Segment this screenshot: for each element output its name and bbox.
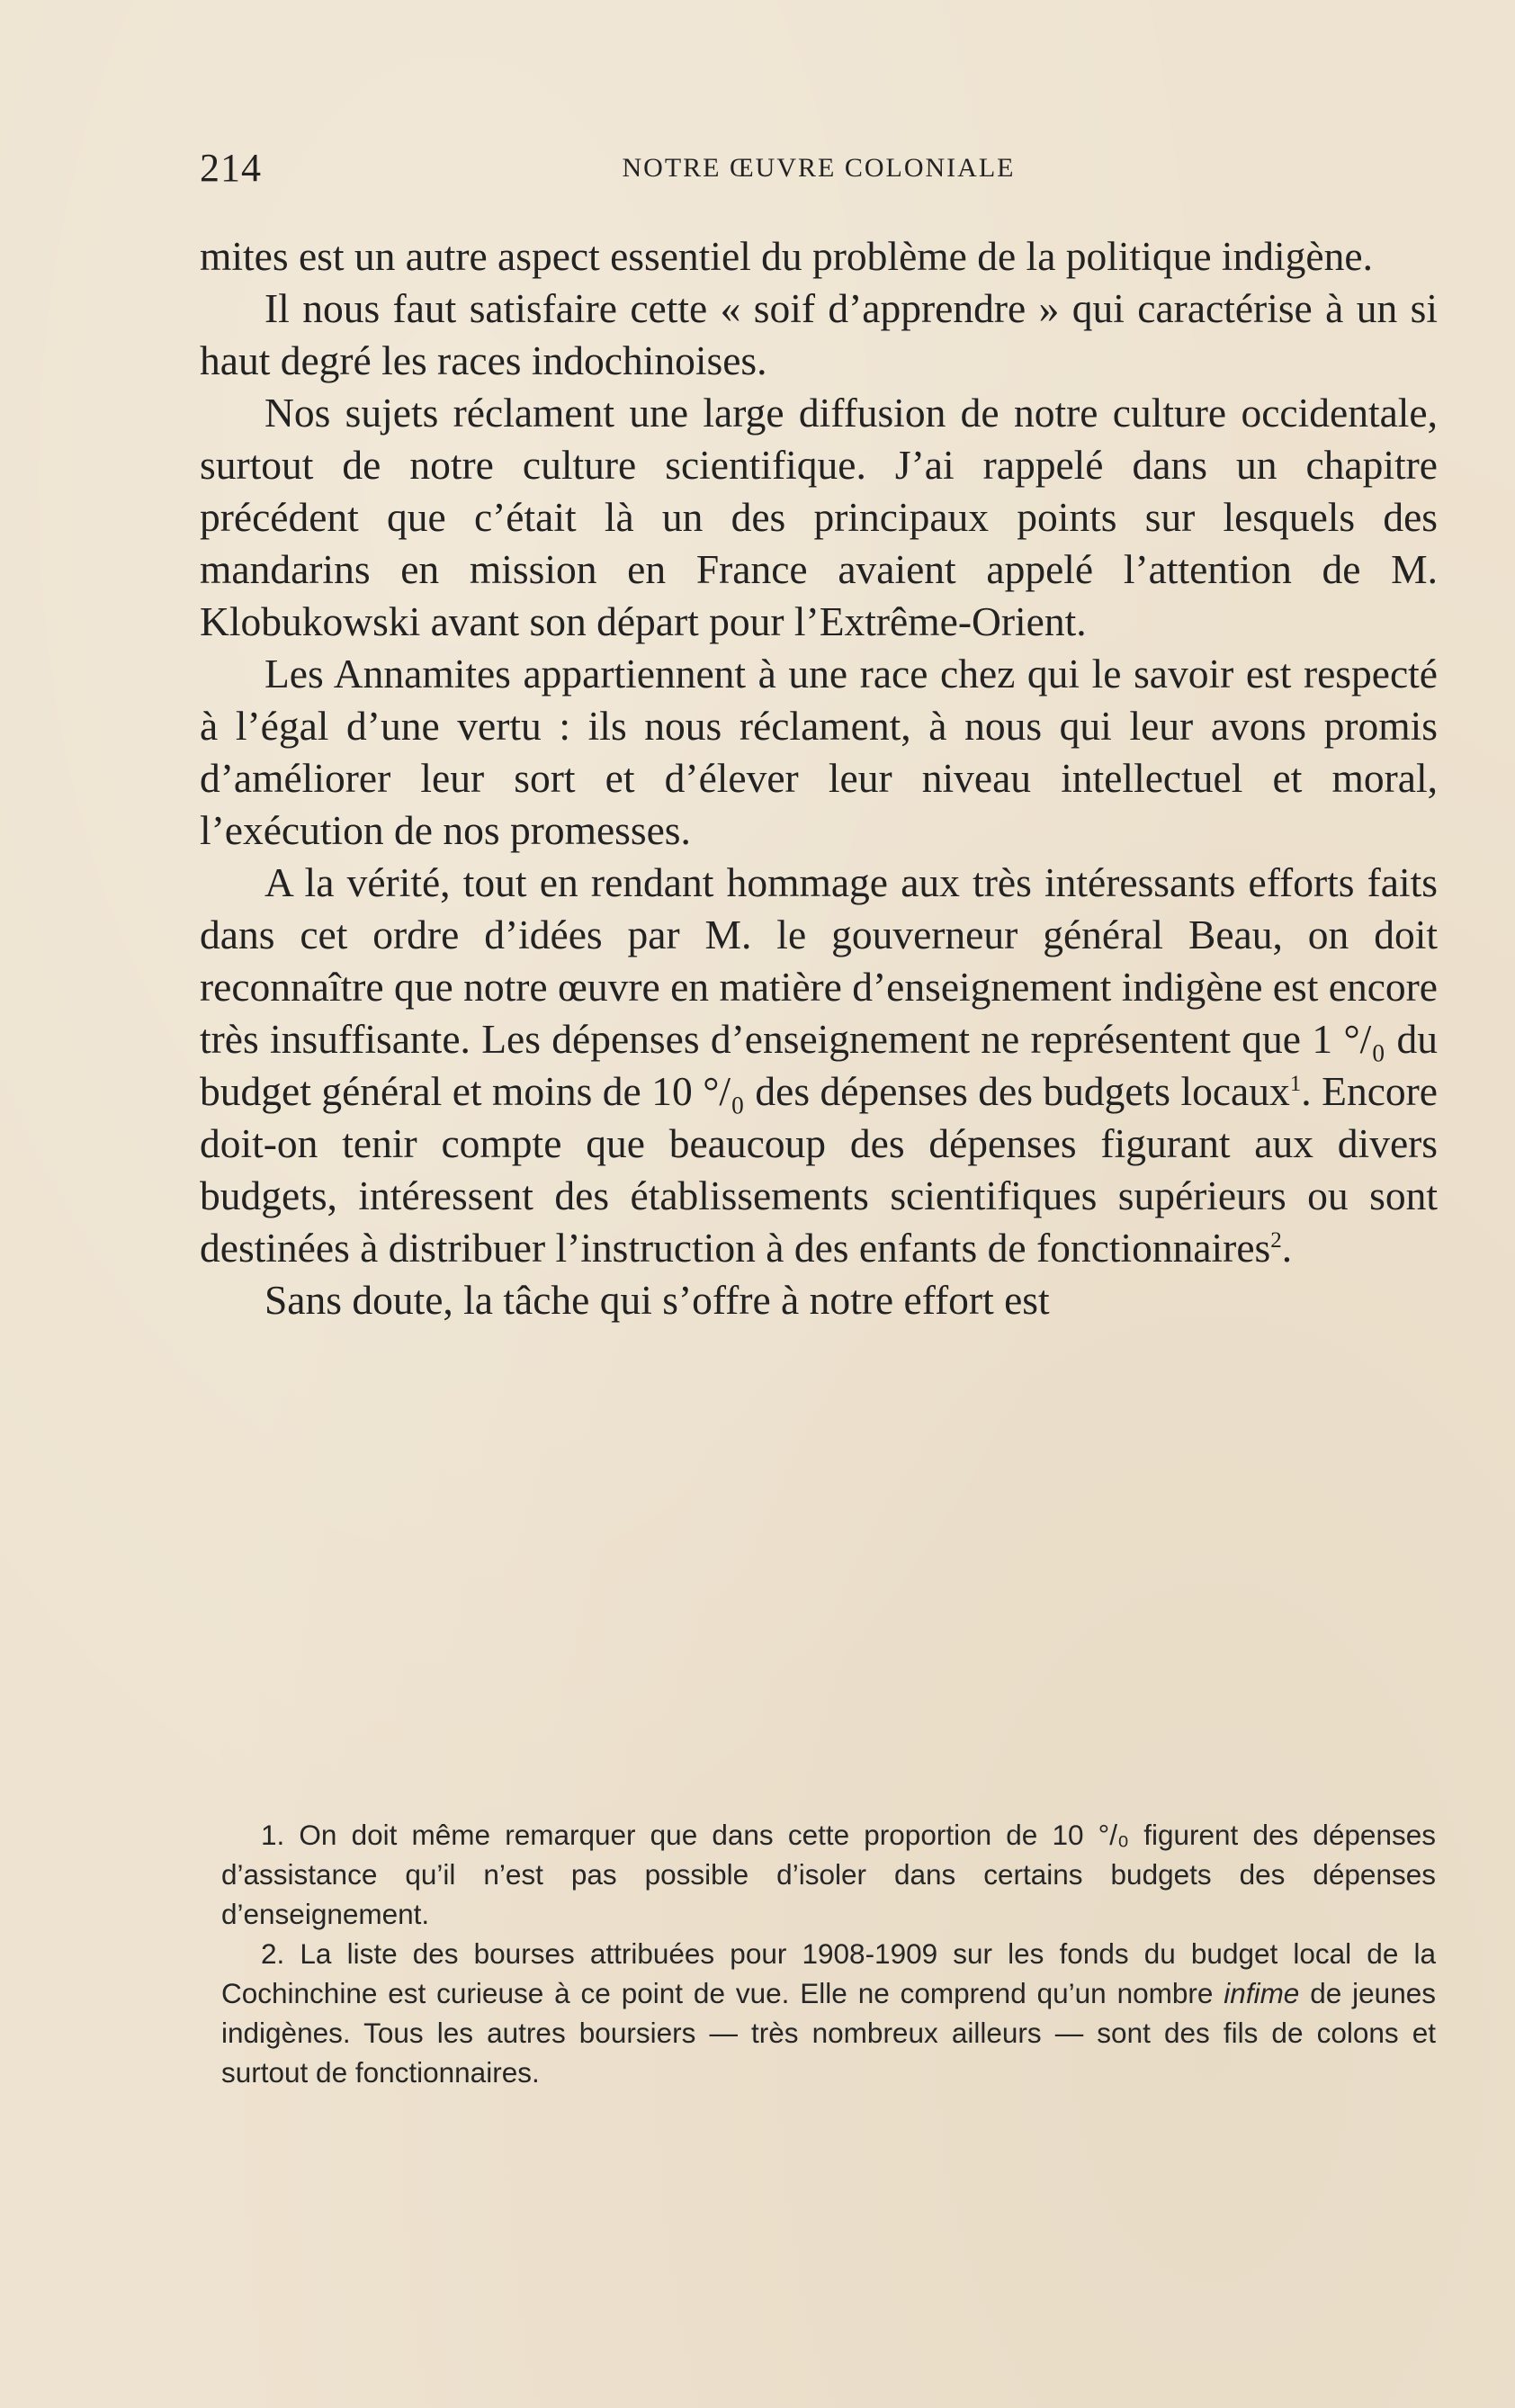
paragraph-5-part-3: . bbox=[1281, 1225, 1293, 1271]
paragraph-6: Sans doute, la tâche qui s’offre à notre effort est bbox=[264, 1277, 1050, 1323]
footnote-2-emphasis: infime bbox=[1224, 1977, 1300, 2009]
footnote-ref-2: 2 bbox=[1270, 1227, 1282, 1253]
paragraph-1: mites est un autre aspect essentiel du problème de la politique indigène. bbox=[200, 233, 1373, 279]
footnotes bbox=[221, 1815, 1436, 2092]
paragraph-2: Il nous faut satisfaire cette « soif d’apprendre » qui caractérise à un si haut degré les races indochinoises. bbox=[200, 285, 1438, 383]
footnote-2 bbox=[221, 1934, 1436, 2092]
footnote-2-part-2: de jeunes indigènes. Tous les autres boursiers — très nombreux ailleurs — sont des fils de colons et surtout de fonctionnaires. bbox=[221, 1977, 1436, 2089]
paragraph-4: Les Annamites appartiennent à une race chez qui le savoir est respecté à l’égal d’une vertu : ils nous réclament, à nous qui leur avons promis d’améliorer leur sort et d’élever leur niveau intellectuel et moral, l’exécution de nos promesses. bbox=[200, 651, 1438, 853]
page-number: 214 bbox=[200, 146, 262, 190]
footnote-1: 1. On doit même remarquer que dans cette proportion de 10 °/₀ figurent des dépenses d’assistance qu’il n’est pas possible d’isoler dans certains budgets des dépenses d’enseignement. bbox=[221, 1819, 1436, 1930]
paragraph-3: Nos sujets réclament une large diffusion de notre culture occidentale, surtout de notre culture scientifique. J’ai rappelé dans un chapitre précédent que c’était là un des principaux points sur lesquels des mandarins en mission en France avaient appelé l’attention de M. Klobukowski avant son départ pour l’Extrême-Orient. bbox=[200, 390, 1438, 644]
footnote-ref-1: 1 bbox=[1289, 1071, 1302, 1096]
paragraph-5 bbox=[200, 857, 1438, 1274]
paragraph-5-part-2: . Encore doit-on tenir compte que beaucoup des dépenses figurant aux divers budgets, intéressent des établissements scientifiques supérieurs ou sont destinées à distribuer l’instruction à des enfants de fonctionnaires bbox=[200, 1068, 1438, 1271]
paragraph-5-part-1: A la vérité, tout en rendant hommage aux très intéressants efforts faits dans cet ordre d’idées par M. le gouverneur général Beau, on doit reconnaître que notre œuvre en matière d’enseignement indigène est encore très insuffisante. Les dépenses d’enseignement ne représentent que 1 °/₀ du budget général et moins de 10 °/₀ des dépenses des budgets locaux bbox=[200, 859, 1438, 1114]
page-header bbox=[200, 146, 1438, 191]
body-text bbox=[200, 230, 1438, 1326]
footnote-2-part-1: 2. La liste des bourses attribuées pour 1908-1909 sur les fonds du budget local de la Cochinchine est curieuse à ce point de vue. Elle ne comprend qu’un nombre bbox=[221, 1937, 1436, 2009]
running-title: NOTRE ŒUVRE COLONIALE bbox=[622, 153, 1016, 183]
